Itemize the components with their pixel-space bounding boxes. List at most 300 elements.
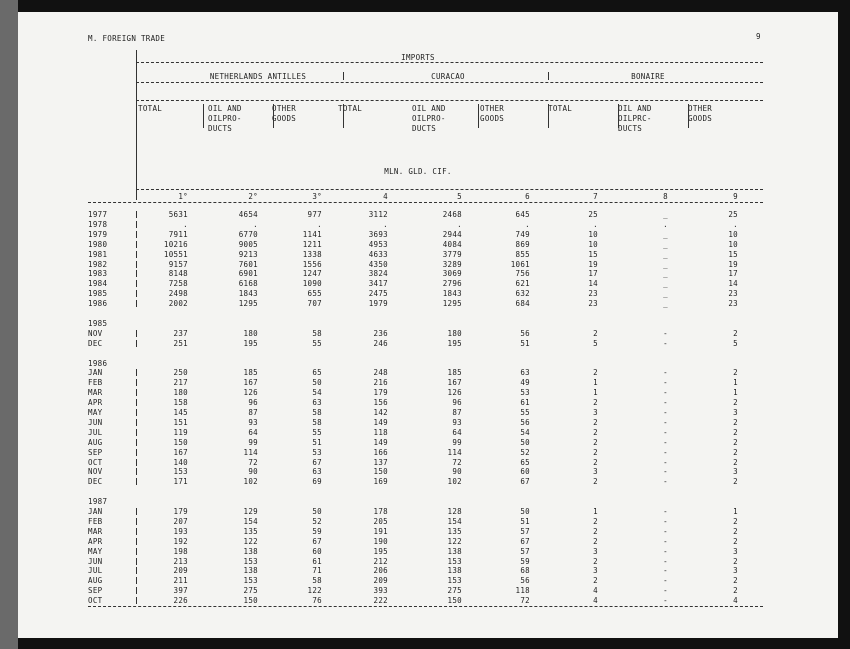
table-cell: 122: [447, 536, 462, 546]
period-heading: 1985: [88, 318, 108, 328]
table-cell: 212: [373, 556, 388, 566]
table-cell: 2: [593, 368, 598, 378]
table-cell: 749: [515, 229, 530, 239]
column-number: 5: [457, 192, 462, 201]
table-cell: -: [663, 338, 668, 348]
table-cell: 4633: [368, 249, 388, 259]
table-cell: 1843: [442, 289, 462, 299]
table-cell: 64: [452, 427, 462, 437]
table-cell: 2: [733, 457, 738, 467]
table-cell: 855: [515, 249, 530, 259]
table-cell: 25: [728, 210, 738, 219]
table-cell: .: [663, 219, 668, 229]
table-cell: 61: [312, 556, 322, 566]
row-bar: [136, 300, 137, 307]
unit-label: MLN. GLD. CIF.: [384, 167, 452, 176]
table-cell: -: [663, 526, 668, 536]
table-cell: 150: [447, 596, 462, 606]
table-cell: _: [663, 229, 668, 239]
column-header: OIL AND: [208, 104, 242, 113]
table-cell: .: [383, 219, 388, 229]
table-cell: 275: [243, 586, 258, 596]
table-cell: -: [663, 576, 668, 586]
table-cell: 54: [520, 427, 530, 437]
row-bar: [136, 459, 137, 466]
table-cell: 153: [243, 556, 258, 566]
table-cell: 2: [733, 368, 738, 378]
table-cell: -: [663, 586, 668, 596]
row-label: 1978: [88, 219, 108, 229]
table-cell: 60: [312, 546, 322, 556]
row-bar: [136, 468, 137, 475]
table-cell: 9157: [168, 259, 188, 269]
column-number: 3°: [312, 192, 322, 201]
table-cell: 93: [452, 417, 462, 427]
table-cell: -: [663, 437, 668, 447]
table-cell: 2: [593, 556, 598, 566]
column-separator: [273, 104, 274, 128]
table-cell: 52: [520, 447, 530, 457]
row-bar: [136, 449, 137, 456]
row-bar: [136, 221, 137, 228]
table-cell: 2002: [168, 299, 188, 309]
table-cell: .: [317, 219, 322, 229]
table-cell: -: [663, 398, 668, 408]
table-cell: 59: [312, 526, 322, 536]
row-bar: [136, 241, 137, 248]
table-cell: -: [663, 477, 668, 487]
table-cell: 56: [520, 576, 530, 586]
table-cell: 96: [248, 398, 258, 408]
table-cell: 126: [447, 388, 462, 398]
table-cell: 55: [520, 408, 530, 417]
table-cell: 93: [248, 417, 258, 427]
table-cell: 179: [173, 507, 188, 516]
table-cell: 118: [515, 586, 530, 596]
table-cell: 185: [243, 368, 258, 378]
table-cell: 192: [173, 536, 188, 546]
table-cell: -: [663, 457, 668, 467]
row-bar: [136, 439, 137, 446]
row-label: 1982: [88, 259, 108, 269]
table-cell: 55: [312, 338, 322, 348]
page-number: 9: [756, 32, 761, 41]
column-separator: [548, 104, 549, 128]
table-cell: 251: [173, 338, 188, 348]
table-cell: 50: [520, 507, 530, 516]
table-cell: 1: [733, 388, 738, 398]
row-label: 1979: [88, 229, 108, 239]
table-cell: .: [183, 219, 188, 229]
table-cell: 209: [373, 576, 388, 586]
table-cell: 1295: [238, 299, 258, 309]
dashed-rule: [136, 189, 763, 190]
table-cell: 150: [243, 596, 258, 606]
row-bar: [136, 231, 137, 238]
table-cell: 193: [173, 526, 188, 536]
table-cell: 114: [243, 447, 258, 457]
table-cell: 3779: [442, 249, 462, 259]
table-cell: 237: [173, 328, 188, 338]
table-cell: 191: [373, 526, 388, 536]
table-cell: 72: [452, 457, 462, 467]
row-bar: [136, 261, 137, 268]
table-cell: 2: [733, 477, 738, 487]
row-bar: [136, 419, 137, 426]
column-number: 8: [663, 192, 668, 201]
table-cell: 17: [728, 269, 738, 279]
column-header: TOTAL: [338, 104, 363, 113]
table-cell: -: [663, 546, 668, 556]
table-cell: -: [663, 328, 668, 338]
row-label: DEC: [88, 477, 103, 487]
table-cell: 1141: [302, 229, 322, 239]
table-cell: 3289: [442, 259, 462, 269]
table-cell: 72: [520, 596, 530, 606]
table-cell: 684: [515, 299, 530, 309]
table-cell: 6770: [238, 229, 258, 239]
table-cell: 51: [520, 516, 530, 526]
table-cell: 151: [173, 417, 188, 427]
table-cell: .: [457, 219, 462, 229]
dashed-rule: [136, 100, 763, 101]
table-cell: 65: [312, 368, 322, 378]
table-cell: 167: [447, 378, 462, 388]
table-cell: 68: [520, 566, 530, 576]
table-cell: _: [663, 299, 668, 309]
table-cell: 10551: [163, 249, 188, 259]
table-cell: 153: [173, 467, 188, 477]
dashed-rule: [88, 202, 763, 203]
table-cell: 58: [312, 328, 322, 338]
row-bar: [136, 409, 137, 416]
table-cell: 2: [733, 526, 738, 536]
table-cell: 61: [520, 398, 530, 408]
row-label: SEP: [88, 447, 103, 457]
column-number: 7: [593, 192, 598, 201]
table-cell: 2: [593, 536, 598, 546]
row-label: MAR: [88, 526, 103, 536]
table-cell: 2: [733, 398, 738, 408]
row-label: FEB: [88, 516, 103, 526]
table-cell: 2498: [168, 289, 188, 299]
table-cell: 1: [593, 388, 598, 398]
dashed-rule: [88, 606, 763, 607]
table-cell: 2: [593, 328, 598, 338]
table-cell: 57: [520, 546, 530, 556]
column-header: OIL AND: [618, 104, 652, 113]
table-cell: 14: [728, 279, 738, 289]
table-cell: 1556: [302, 259, 322, 269]
column-header: OTHER: [480, 104, 505, 113]
table-cell: 3417: [368, 279, 388, 289]
table-cell: 10: [728, 229, 738, 239]
table-cell: 59: [520, 556, 530, 566]
table-cell: 1211: [302, 239, 322, 249]
table-cell: 64: [248, 427, 258, 437]
table-cell: -: [663, 467, 668, 477]
table-cell: 154: [447, 516, 462, 526]
table-cell: 195: [447, 338, 462, 348]
table-cell: 2: [593, 437, 598, 447]
table-cell: 153: [447, 556, 462, 566]
table-cell: 65: [520, 457, 530, 467]
table-cell: .: [593, 219, 598, 229]
table-cell: 67: [520, 477, 530, 487]
row-label: JAN: [88, 368, 103, 378]
table-cell: 3069: [442, 269, 462, 279]
table-cell: .: [253, 219, 258, 229]
table-cell: 10216: [163, 239, 188, 249]
table-cell: 150: [173, 437, 188, 447]
table-cell: 129: [243, 507, 258, 516]
table-cell: 71: [312, 566, 322, 576]
table-cell: 3112: [368, 210, 388, 219]
table-cell: 63: [312, 398, 322, 408]
table-cell: 9005: [238, 239, 258, 249]
table-cell: 250: [173, 368, 188, 378]
table-cell: 2: [593, 447, 598, 457]
row-label: OCT: [88, 457, 103, 467]
table-cell: 17: [588, 269, 598, 279]
table-cell: 87: [248, 408, 258, 417]
table-cell: 63: [520, 368, 530, 378]
table-cell: .: [525, 219, 530, 229]
row-bar: [136, 251, 137, 258]
table-cell: 135: [243, 526, 258, 536]
table-cell: 2: [593, 457, 598, 467]
table-cell: 3: [733, 546, 738, 556]
column-separator: [478, 104, 479, 128]
row-label: MAY: [88, 546, 103, 556]
table-cell: 138: [243, 566, 258, 576]
imports-heading: IMPORTS: [401, 53, 435, 62]
row-label: FEB: [88, 378, 103, 388]
table-cell: 1090: [302, 279, 322, 289]
table-cell: 53: [312, 447, 322, 457]
group-separator: [343, 72, 344, 80]
table-cell: 4654: [238, 210, 258, 219]
table-cell: 149: [373, 437, 388, 447]
table-cell: 54: [312, 388, 322, 398]
table-cell: 50: [312, 507, 322, 516]
table-cell: 977: [307, 210, 322, 219]
row-label: MAY: [88, 408, 103, 417]
table-cell: -: [663, 596, 668, 606]
column-header: OILPRO-: [412, 114, 446, 123]
row-label: OCT: [88, 596, 103, 606]
table-cell: 1: [593, 378, 598, 388]
table-cell: 5: [593, 338, 598, 348]
table-cell: 397: [173, 586, 188, 596]
table-cell: 1: [593, 507, 598, 516]
table-cell: 60: [520, 467, 530, 477]
table-cell: 67: [520, 536, 530, 546]
table-cell: 149: [373, 417, 388, 427]
table-cell: 1295: [442, 299, 462, 309]
table-cell: -: [663, 516, 668, 526]
column-header: GOODS: [272, 114, 297, 123]
table-cell: 2: [733, 586, 738, 596]
table-cell: 145: [173, 408, 188, 417]
table-cell: 632: [515, 289, 530, 299]
table-cell: 180: [243, 328, 258, 338]
row-label: JUN: [88, 556, 103, 566]
table-cell: 53: [520, 388, 530, 398]
column-separator: [618, 104, 619, 128]
table-cell: 14: [588, 279, 598, 289]
table-cell: 90: [248, 467, 258, 477]
table-cell: 3693: [368, 229, 388, 239]
table-cell: 69: [312, 477, 322, 487]
row-bar: [136, 429, 137, 436]
group-separator: [548, 72, 549, 80]
table-cell: 2468: [442, 210, 462, 219]
column-header: DUCTS: [412, 124, 437, 133]
row-bar: [136, 577, 137, 584]
table-cell: -: [663, 427, 668, 437]
table-cell: 3824: [368, 269, 388, 279]
column-number: 6: [525, 192, 530, 201]
table-cell: 67: [312, 457, 322, 467]
column-number: 1°: [178, 192, 188, 201]
table-cell: 138: [447, 566, 462, 576]
table-cell: 87: [452, 408, 462, 417]
row-label: AUG: [88, 576, 103, 586]
row-bar: [136, 567, 137, 574]
table-cell: 2: [733, 556, 738, 566]
table-cell: 4: [733, 596, 738, 606]
row-bar: [136, 478, 137, 485]
table-cell: 169: [373, 477, 388, 487]
table-cell: 236: [373, 328, 388, 338]
table-cell: _: [663, 259, 668, 269]
table-cell: 195: [373, 546, 388, 556]
column-header: TOTAL: [138, 104, 163, 113]
row-bar: [136, 528, 137, 535]
table-cell: 3: [593, 467, 598, 477]
column-number: 9: [733, 192, 738, 201]
table-cell: 5: [733, 338, 738, 348]
table-cell: 707: [307, 299, 322, 309]
row-label: DEC: [88, 338, 103, 348]
table-cell: -: [663, 388, 668, 398]
table-cell: 67: [312, 536, 322, 546]
row-label: JUL: [88, 427, 103, 437]
column-number: 4: [383, 192, 388, 201]
row-bar: [136, 280, 137, 287]
table-cell: 135: [447, 526, 462, 536]
table-cell: 1247: [302, 269, 322, 279]
table-cell: 209: [173, 566, 188, 576]
table-cell: 246: [373, 338, 388, 348]
row-bar: [136, 379, 137, 386]
table-cell: 158: [173, 398, 188, 408]
table-cell: 138: [447, 546, 462, 556]
table-cell: -: [663, 368, 668, 378]
table-cell: 142: [373, 408, 388, 417]
table-cell: 126: [243, 388, 258, 398]
table-cell: 156: [373, 398, 388, 408]
period-heading: 1987: [88, 497, 108, 507]
table-cell: 645: [515, 210, 530, 219]
table-cell: 226: [173, 596, 188, 606]
table-cell: 2: [593, 516, 598, 526]
table-cell: -: [663, 408, 668, 417]
column-separator: [136, 50, 137, 200]
table-cell: 6168: [238, 279, 258, 289]
row-label: NOV: [88, 467, 103, 477]
row-bar: [136, 290, 137, 297]
table-cell: 19: [588, 259, 598, 269]
table-cell: 55: [312, 427, 322, 437]
table-cell: 56: [520, 417, 530, 427]
table-cell: 51: [520, 338, 530, 348]
table-cell: -: [663, 566, 668, 576]
table-cell: 49: [520, 378, 530, 388]
table-cell: 57: [520, 526, 530, 536]
table-cell: 50: [520, 437, 530, 447]
table-cell: 217: [173, 378, 188, 388]
row-label: APR: [88, 398, 103, 408]
table-cell: 122: [307, 586, 322, 596]
row-bar: [136, 211, 137, 218]
table-cell: -: [663, 536, 668, 546]
table-cell: 2: [593, 477, 598, 487]
table-cell: 96: [452, 398, 462, 408]
table-cell: 10: [588, 239, 598, 249]
table-cell: _: [663, 289, 668, 299]
table-cell: _: [663, 269, 668, 279]
table-cell: 52: [312, 516, 322, 526]
table-cell: 7911: [168, 229, 188, 239]
row-label: JUN: [88, 417, 103, 427]
row-label: 1977: [88, 210, 108, 219]
row-bar: [136, 597, 137, 604]
table-cell: 63: [312, 467, 322, 477]
row-bar: [136, 369, 137, 376]
column-header: DUCTS: [208, 124, 233, 133]
row-bar: [136, 558, 137, 565]
table-cell: 179: [373, 388, 388, 398]
table-cell: 1: [733, 507, 738, 516]
column-header: OTHER: [688, 104, 713, 113]
table-cell: 122: [243, 536, 258, 546]
table-cell: -: [663, 447, 668, 457]
table-cell: 171: [173, 477, 188, 487]
table-cell: 207: [173, 516, 188, 526]
column-separator: [343, 104, 344, 128]
table-cell: 195: [243, 338, 258, 348]
table-cell: 150: [373, 467, 388, 477]
row-label: 1986: [88, 299, 108, 309]
table-cell: 3: [733, 566, 738, 576]
table-cell: 140: [173, 457, 188, 467]
table-cell: 2: [733, 328, 738, 338]
table-cell: 76: [312, 596, 322, 606]
table-cell: 2: [733, 576, 738, 586]
row-label: 1985: [88, 289, 108, 299]
table-cell: 216: [373, 378, 388, 388]
period-heading: 1986: [88, 358, 108, 368]
table-cell: 198: [173, 546, 188, 556]
table-cell: 180: [447, 328, 462, 338]
row-label: APR: [88, 536, 103, 546]
table-cell: 2: [733, 437, 738, 447]
table-cell: 25: [588, 210, 598, 219]
table-cell: 4084: [442, 239, 462, 249]
table-cell: 2: [733, 417, 738, 427]
